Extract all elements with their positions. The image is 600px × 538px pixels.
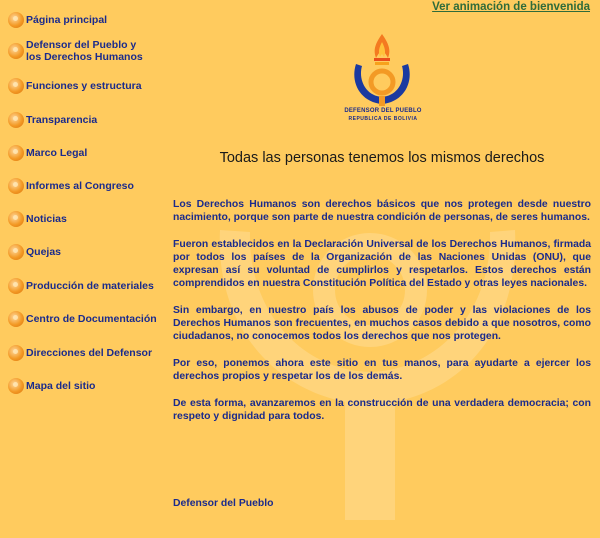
logo-subtitle: REPUBLICA DE BOLIVIA [348, 116, 418, 122]
orange-bullet-icon [8, 78, 24, 94]
paragraph: Los Derechos Humanos son derechos básicos que nos protegen desde nuestro nacimiento, porque son parte de nuestra condición de personas, de seres humanos. [173, 199, 591, 223]
orange-bullet-icon [8, 211, 24, 227]
nav-item-marco-legal[interactable] [8, 145, 87, 161]
nav-item-label: Noticias [26, 213, 67, 225]
orange-bullet-icon [8, 178, 24, 194]
nav-item-label: Direcciones del Defensor [26, 347, 153, 359]
nav-item-label: Quejas [26, 246, 62, 258]
logo-title: DEFENSOR DEL PUEBLO [344, 108, 422, 114]
nav-item-label: Defensor del Pueblo y los Derechos Humanos [26, 39, 143, 63]
orange-bullet-icon [8, 244, 24, 260]
nav-item-defensor-derechos[interactable] [8, 39, 146, 63]
nav-item-label: Mapa del sitio [26, 380, 96, 392]
nav-item-label: Funciones y estructura [26, 80, 142, 92]
nav-item-label: Informes al Congreso [26, 180, 134, 192]
nav-item-informes[interactable] [8, 178, 134, 194]
paragraph: De esta forma, avanzaremos en la construcción de una verdadera democracia; con respeto y dignidad para todos. [173, 398, 591, 422]
orange-bullet-icon [8, 345, 24, 361]
paragraph: Por eso, ponemos ahora este sitio en tus manos, para ayudarte a ejercer los derechos propios y respetar los de los demás. [173, 358, 591, 382]
orange-bullet-icon [8, 145, 24, 161]
nav-item-direcciones[interactable] [8, 345, 152, 361]
nav-item-label: Marco Legal [26, 147, 88, 159]
nav-item-quejas[interactable] [8, 244, 61, 260]
nav-item-label: Producción de materiales [26, 280, 154, 292]
orange-bullet-icon [8, 278, 24, 294]
nav-item-home[interactable] [8, 12, 107, 28]
welcome-animation-link[interactable]: Ver animación de bienvenida [432, 1, 590, 13]
nav-item-noticias[interactable] [8, 211, 67, 227]
nav-item-produccion[interactable] [8, 278, 154, 294]
nav-item-label: Transparencia [26, 114, 98, 126]
nav-item-funciones[interactable] [8, 78, 142, 94]
page-title: Todas las personas tenemos los mismos derechos [219, 150, 545, 166]
nav-item-label: Página principal [26, 14, 108, 26]
paragraph: Sin embargo, en nuestro país los abusos de poder y las violaciones de los Derechos Humanos son frecuentes, en muchos casos debido a que nosotros, como ciudadanos, no conocemos todos los derechos que nos protegen. [173, 305, 591, 342]
nav-item-transparencia[interactable] [8, 112, 97, 128]
nav-item-label: Centro de Documentación [26, 313, 157, 325]
nav-item-mapa-sitio[interactable] [8, 378, 95, 394]
signature: Defensor del Pueblo [173, 498, 274, 509]
paragraph: Fueron establecidos en la Declaración Universal de los Derechos Humanos, firmada por todos los países de la Organización de las Naciones Unidas (ONU), que expresan así su voluntad de cumplirlos y respetarlos. Estos derechos están comprendidos en nuestra Constitución Política del Estado y otras leyes nacionales. [173, 239, 591, 289]
orange-bullet-icon [8, 43, 24, 59]
defensor-logo [342, 30, 422, 130]
nav-item-centro-documentacion[interactable] [8, 311, 157, 327]
orange-bullet-icon [8, 311, 24, 327]
orange-bullet-icon [8, 112, 24, 128]
main-content [173, 198, 591, 437]
orange-bullet-icon [8, 378, 24, 394]
orange-bullet-icon [8, 12, 24, 28]
